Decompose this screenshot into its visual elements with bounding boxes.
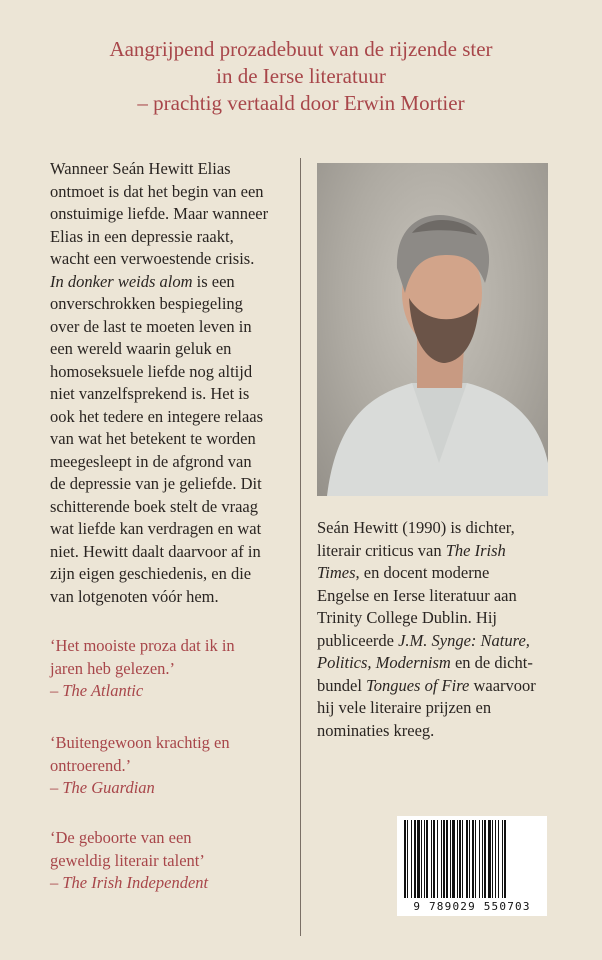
column-divider (300, 158, 301, 936)
synopsis-line: van wat het betekent te worden (50, 429, 256, 448)
synopsis-line: meegesleept in de afgrond van (50, 451, 252, 471)
review-quote-independent: ‘De geboorte van een geweldig literair talent’ – The Irish Independent (50, 827, 290, 895)
synopsis-line: van lotgenoten vóór hem. (50, 586, 219, 606)
book-title: In donker weids alom (50, 271, 193, 291)
synopsis-line: Elias in een depressie raakt, (50, 226, 234, 246)
synopsis-line: wacht een verwoestende crisis. (50, 249, 255, 268)
synopsis-line: homoseksuele liefde nog altijd (50, 361, 253, 381)
synopsis-line: onstuimige liefde. Maar wanneer (50, 204, 269, 223)
author-portrait-illustration (317, 163, 548, 496)
quote-source: – The Guardian (50, 778, 155, 797)
isbn-number: 9 789029 550703 (413, 900, 531, 913)
quote-source: – The Atlantic (50, 681, 144, 700)
synopsis-line: niet. Hewitt daalt daarvoor af in (50, 541, 261, 561)
synopsis-line: ook het tedere en integere relaas (50, 406, 264, 426)
synopsis-line: Wanneer Seán Hewitt Elias (50, 159, 231, 178)
quote-source: – The Irish Independent (50, 873, 209, 892)
synopsis (50, 158, 280, 608)
synopsis-line: een wereld waarin geluk en (50, 339, 232, 358)
review-quote-guardian: ‘Buitengewoon krachtig en ontroerend.’ – The Guardian (50, 732, 290, 800)
author-photo (317, 163, 548, 496)
synopsis-line: onverschrokken bespiegeling (50, 294, 243, 313)
synopsis-line: over de last te moeten leven in (50, 316, 252, 336)
synopsis-line: ontmoet is dat het begin van een (50, 181, 264, 201)
review-quote-atlantic: ‘Het mooiste proza dat ik in jaren heb gelezen.’ – The Atlantic (50, 635, 290, 703)
synopsis-line: de depressie van je geliefde. Dit (50, 474, 262, 493)
isbn-barcode (397, 816, 547, 916)
synopsis-line: schitterende boek stelt de vraag (50, 496, 258, 516)
tagline-line-2: in de Ierse literatuur (216, 64, 386, 88)
synopsis-line: In donker weids alom is een (50, 271, 235, 291)
synopsis-line: wat liefde kan verdragen en wat (50, 519, 262, 538)
back-cover-tagline (0, 36, 602, 117)
tagline-line-1: Aangrijpend prozadebuut van de rijzende ster (109, 37, 493, 61)
synopsis-line: niet vanzelfsprekend is. Het is (50, 384, 250, 403)
author-bio: Seán Hewitt (1990) is dichter, literair criticus van The Irish Times, en docent moderne Engelse en Ierse literatuur aan Trinity College Dublin. Hij publiceerde J.M. Synge: Nature, Politics, Modernism en de dicht- bundel Tongues of Fire waarvoor hij vele literaire prijzen en nominaties kreeg. (317, 518, 536, 740)
synopsis-line: zijn eigen geschiedenis, en die (50, 564, 252, 583)
tagline-line-3: – prachtig vertaald door Erwin Mortier (137, 91, 465, 115)
barcode-bars (402, 820, 542, 898)
